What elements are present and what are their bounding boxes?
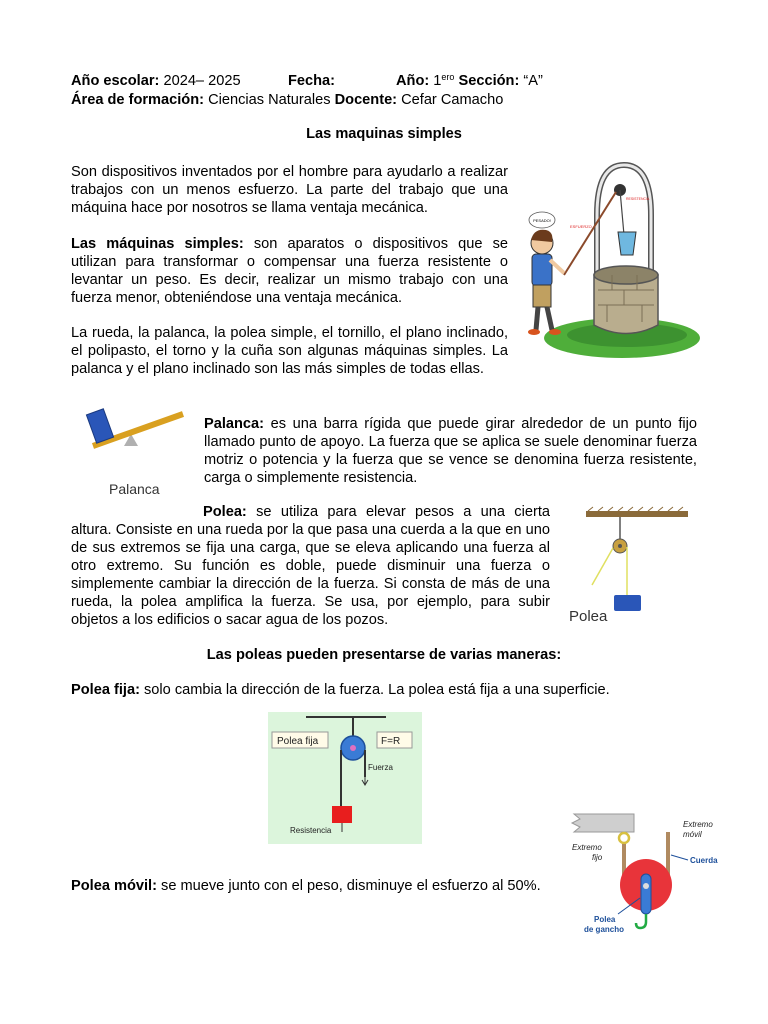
polea-fija-label: Polea fija [277,736,319,747]
area-value: Ciencias Naturales [208,92,331,108]
extremo-fijo-label-2: fijo [592,853,603,862]
polea-fija-formula: F=R [381,736,401,747]
polea-movil-text: se mueve junto con el peso, disminuye el esfuerzo al 50%. [161,878,541,894]
palanca-paragraph [204,415,697,487]
area-label: Área de formación: [71,92,204,108]
header-line-1 [71,73,241,90]
year-section-field [396,73,543,90]
polea-fija-force-label: Fuerza [368,763,393,772]
page-title: Las maquinas simples [306,126,462,142]
well-bubble-text: PESADO! [533,218,551,223]
polea-term: Polea: [203,504,247,520]
polea-image [562,505,690,627]
polea-fija-text: solo cambia la dirección de la fuerza. La polea está fija a una superficie. [144,682,610,698]
polea-gancho-label-2: de gancho [584,925,625,934]
polea-gancho-label-1: Polea [594,915,616,924]
teacher-value: Cefar Camacho [401,92,504,108]
polea-movil-line [71,878,541,895]
section-value: “A” [523,73,543,89]
header-line-2 [71,92,503,109]
examples-text: La rueda, la palanca, la polea simple, el tornillo, el plano inclinado, el polipasto, el torno y la cuña son algunas máquinas simples. La palanca y el plano inclinado son las más simples de todas ellas. [71,325,508,377]
year-value: 1 [433,73,442,89]
polea-text: se utiliza para elevar pesos a una cierta altura. Consiste en una rueda por la que pasa una cuerda a la que en uno de sus extremos se fija una carga, que se eleva aplicando una fuerza al otro extremo. Su función es doble, puede disminuir una fuerza o simplemente cambiar la dirección de la fuerza. Si consta de más de una rueda, la polea amplifica la fuerza. Se usa, por ejemplo, para subir objetos a los edificios o sacar agua de los pozos. [71,504,550,628]
extremo-movil-label-2: móvil [683,830,702,839]
year-label: Año: [396,73,430,89]
polea-fija-resistance-label: Resistencia [290,826,332,835]
well-sign-2: RESISTENCIA [626,197,650,201]
definition-term: Las máquinas simples: [71,236,244,252]
definition-text: son aparatos o dispositivos que se utilizan para transformar o compensar una fuerza resistente o levantar un peso. Es decir, realizar un mismo trabajo con una fuerza menor, obteniéndose una ventaja mecánica. [71,236,508,306]
section-label: Sección: [458,73,520,89]
cuerda-label: Cuerda [690,856,718,865]
school-year-value: 2024– 2025 [163,73,241,89]
polea-movil-diagram [566,810,736,942]
examples-paragraph [71,324,508,378]
extremo-fijo-label-1: Extremo [572,843,602,852]
palanca-term: Palanca: [204,416,265,432]
polea-caption: Polea [569,608,608,625]
well-sign-1: ESFUERZO [570,224,592,229]
well-illustration [512,160,700,360]
extremo-movil-label-1: Extremo [683,820,713,829]
palanca-caption: Palanca [109,481,160,497]
polea-movil-term: Polea móvil: [71,878,157,894]
intro-paragraph: Son dispositivos inventados por el hombre para ayudarlo a realizar trabajos con un menos esfuerzo. La parte del trabajo que una máquina hace por nosotros se llama ventaja mecánica. [71,164,508,216]
palanca-text: es una barra rígida que puede girar alrededor de un punto fijo llamado punto de apoyo. La fuerza que se aplica se suele denominar fuerza motriz o potencia y la fuerza que se vence se denomina fuerza resistente, carga o simplemente resistencia. [204,416,697,486]
teacher-label: Docente: [334,92,398,108]
palanca-image [71,384,193,504]
date-label: Fecha: [288,73,336,89]
polea-fija-term: Polea fija: [71,682,140,698]
school-year-label: Año escolar: [71,73,160,89]
polea-paragraph [71,503,550,629]
polea-fija-line [71,682,610,699]
definition-paragraph [71,235,508,307]
year-sup: ero [441,72,455,82]
polea-fija-diagram [268,712,422,844]
date-field [288,73,335,90]
subtitle: Las poleas pueden presentarse de varias maneras: [206,647,562,663]
